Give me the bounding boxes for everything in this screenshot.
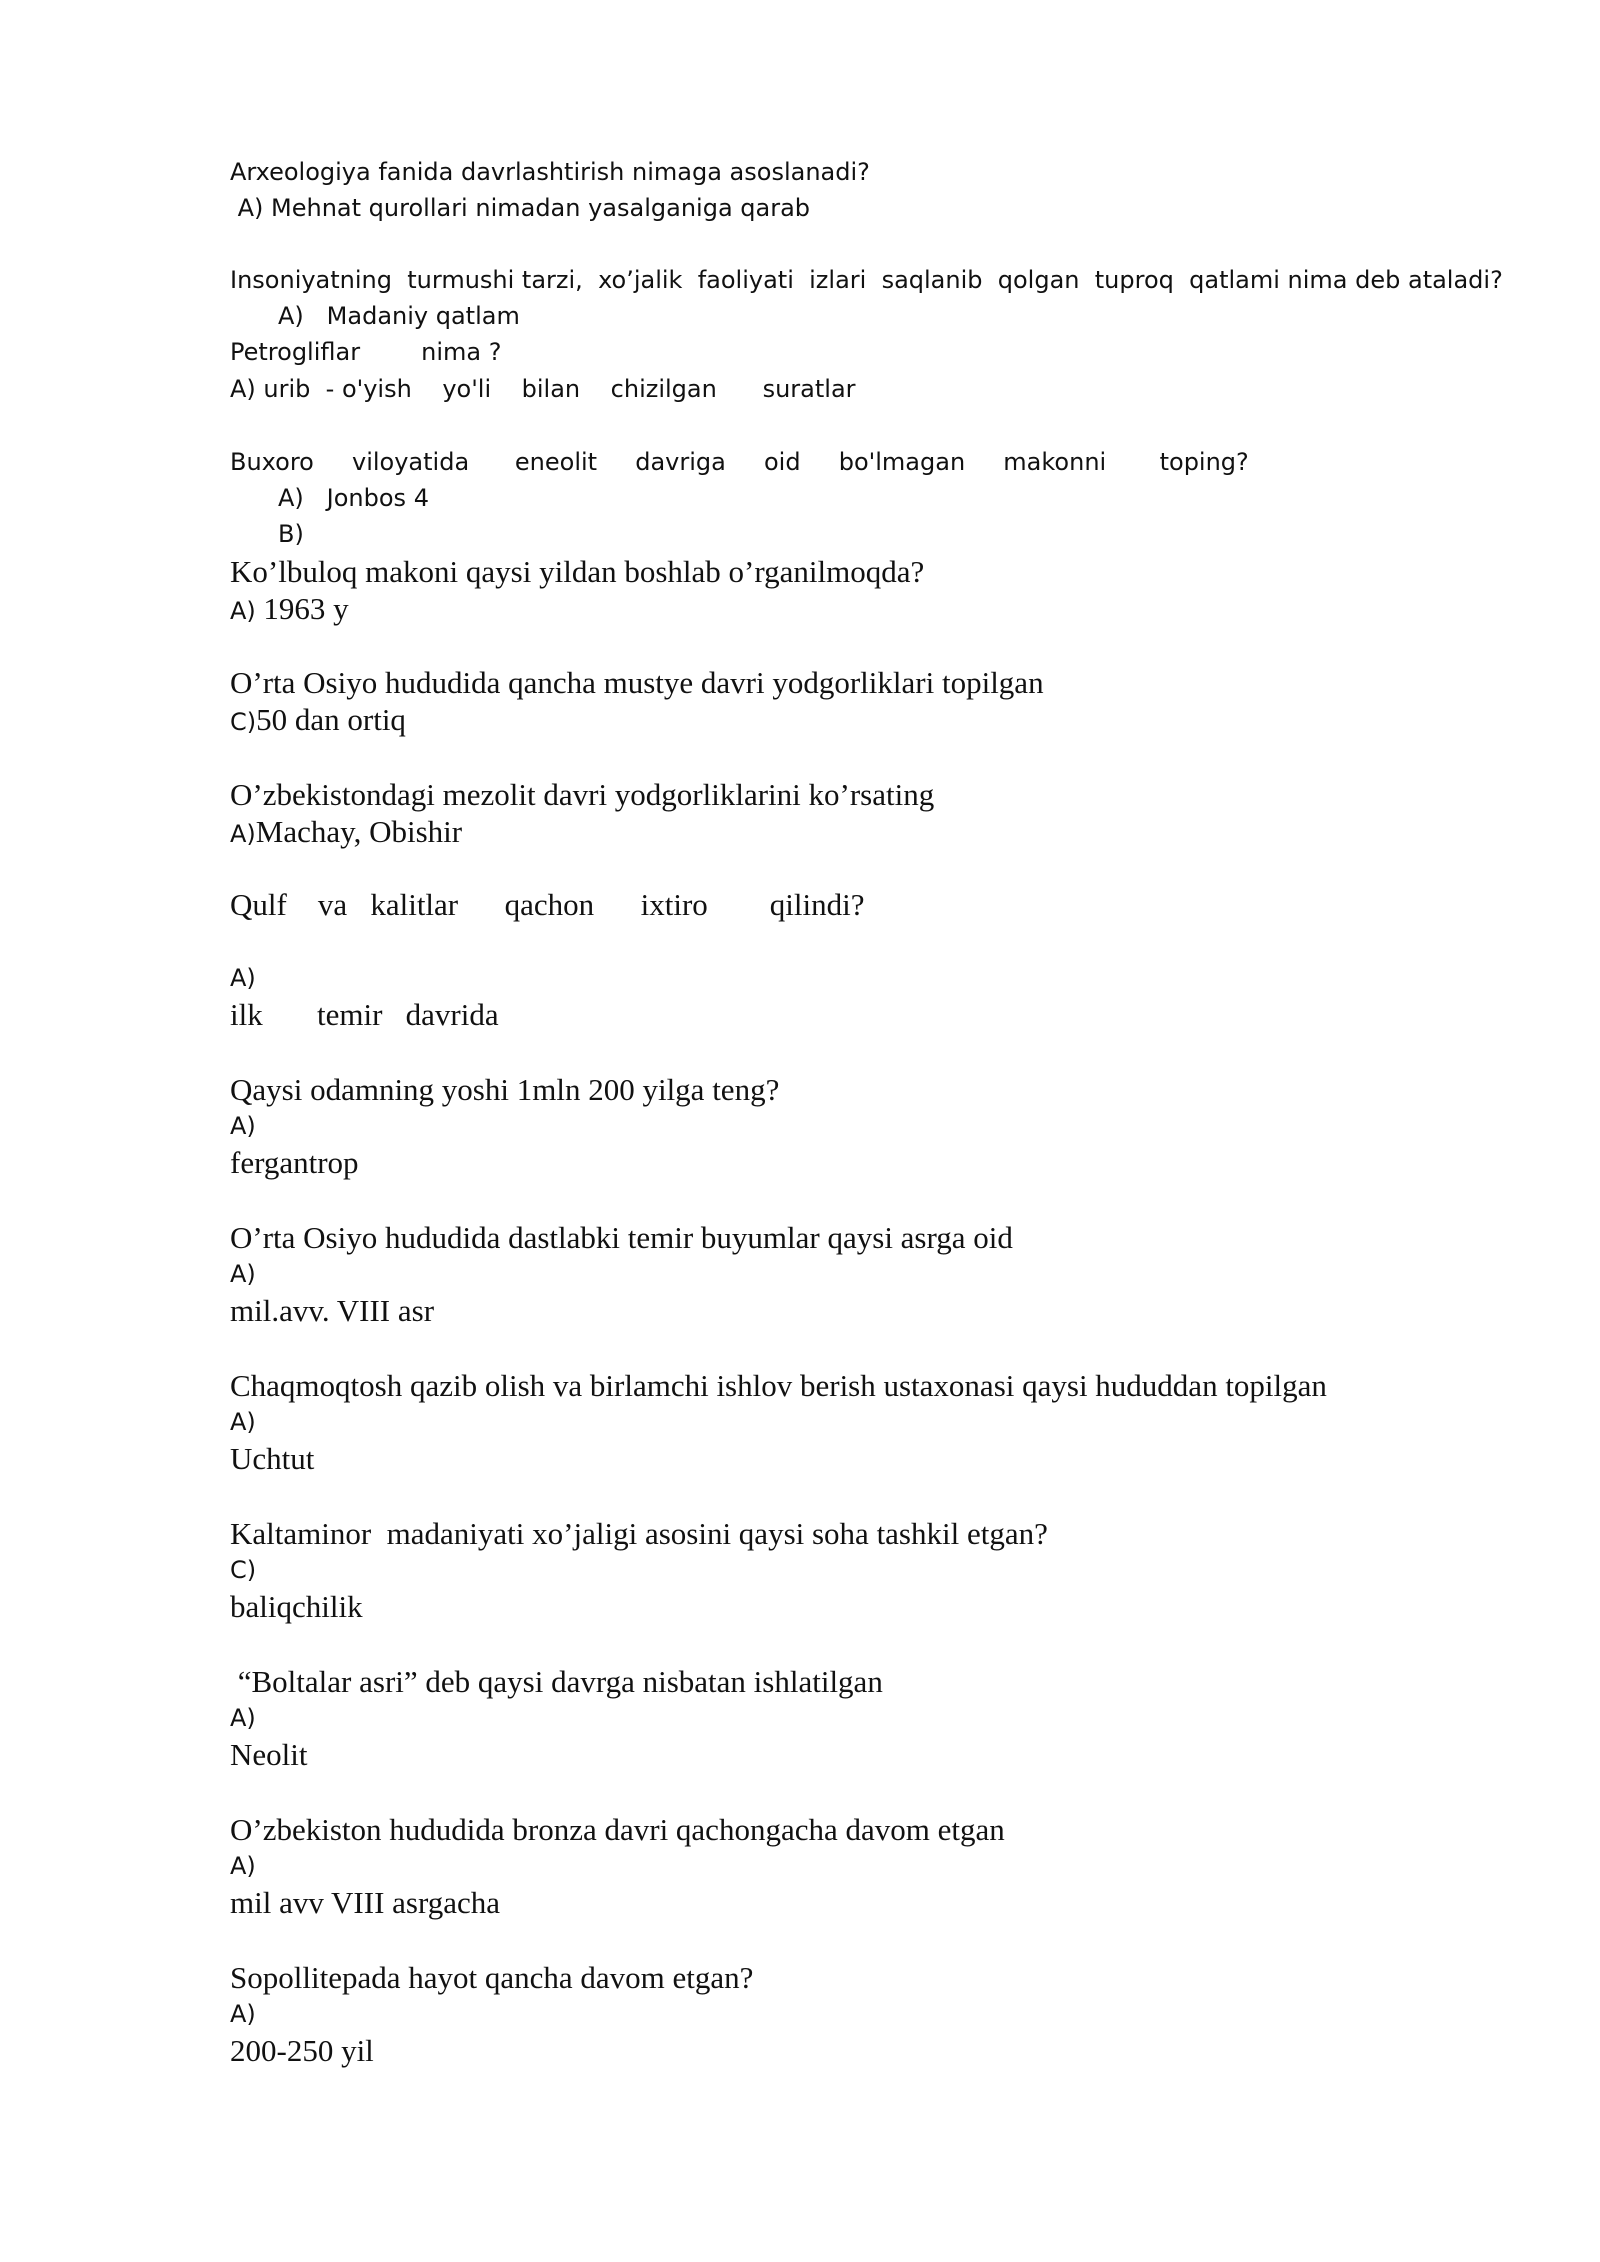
answer-letter: C)	[230, 708, 257, 736]
question-5: Ko’lbuloq makoni qaysi yildan boshlab o’rganilmoqda?	[230, 554, 925, 589]
answer-7	[230, 816, 462, 847]
answer-9: fergantrop	[230, 1145, 359, 1180]
answer-8: ilk temir davrida	[230, 997, 499, 1032]
answer-5	[230, 593, 349, 624]
question-10: O’rta Osiyo hududida dastlabki temir buyumlar qaysi asrga oid	[230, 1220, 1013, 1255]
question-1: Arxeologiya fanida davrlashtirish nimaga asoslanadi?	[230, 158, 870, 186]
answer-letter-14: A)	[230, 1852, 256, 1880]
question-2: Insoniyatning turmushi tarzi, xo’jalik faoliyati izlari saqlanib qolgan tuproq qatlami nima deb ataladi?	[230, 266, 1503, 294]
question-8: Qulf va kalitlar qachon ixtiro qilindi?	[230, 887, 865, 922]
question-7: O’zbekistondagi mezolit davri yodgorliklarini ko’rsating	[230, 777, 935, 812]
answer-letter-11: A)	[230, 1408, 256, 1436]
question-3: Petrogliflar nima ?	[230, 338, 502, 366]
answer-6	[230, 704, 406, 735]
answer-letter-13: A)	[230, 1704, 256, 1732]
answer-letter-12: C)	[230, 1556, 257, 1584]
question-6: O’rta Osiyo hududida qancha mustye davri yodgorliklari topilgan	[230, 665, 1044, 700]
answer-letter-8: A)	[230, 964, 256, 992]
answer-1: A) Mehnat qurollari nimadan yasalganiga qarab	[230, 194, 811, 222]
question-4: Buxoro viloyatida eneolit davriga oid bo'lmagan makonni toping?	[230, 448, 1249, 476]
answer-14: mil avv VIII asrgacha	[230, 1885, 501, 1920]
option-b-4: B)	[278, 520, 304, 548]
question-11: Chaqmoqtosh qazib olish va birlamchi ishlov berish ustaxonasi qaysi hududdan topilgan	[230, 1368, 1327, 1403]
answer-text: 50 dan ortiq	[256, 702, 406, 737]
answer-12: baliqchilik	[230, 1589, 363, 1624]
question-15: Sopollitepada hayot qancha davom etgan?	[230, 1960, 754, 1995]
answer-10: mil.avv. VIII asr	[230, 1293, 435, 1328]
answer-4: A) Jonbos 4	[278, 484, 429, 512]
answer-letter: A)	[230, 820, 256, 848]
question-13: “Boltalar asri” deb qaysi davrga nisbatan ishlatilgan	[230, 1664, 883, 1699]
answer-13: Neolit	[230, 1737, 308, 1772]
answer-letter: A)	[230, 597, 264, 625]
answer-3: A) urib - o'yish yo'li bilan chizilgan suratlar	[230, 375, 856, 403]
answer-text: 1963 y	[263, 591, 349, 626]
answer-text: Machay, Obishir	[255, 814, 463, 849]
answer-2: A) Madaniy qatlam	[278, 302, 520, 330]
answer-letter-10: A)	[230, 1260, 256, 1288]
answer-letter-15: A)	[230, 2000, 256, 2028]
question-14: O’zbekiston hududida bronza davri qachongacha davom etgan	[230, 1812, 1005, 1847]
question-12: Kaltaminor madaniyati xo’jaligi asosini qaysi soha tashkil etgan?	[230, 1516, 1048, 1551]
answer-11: Uchtut	[230, 1441, 315, 1476]
answer-letter-9: A)	[230, 1112, 256, 1140]
question-9: Qaysi odamning yoshi 1mln 200 yilga teng?	[230, 1072, 780, 1107]
answer-15: 200-250 yil	[230, 2033, 374, 2068]
